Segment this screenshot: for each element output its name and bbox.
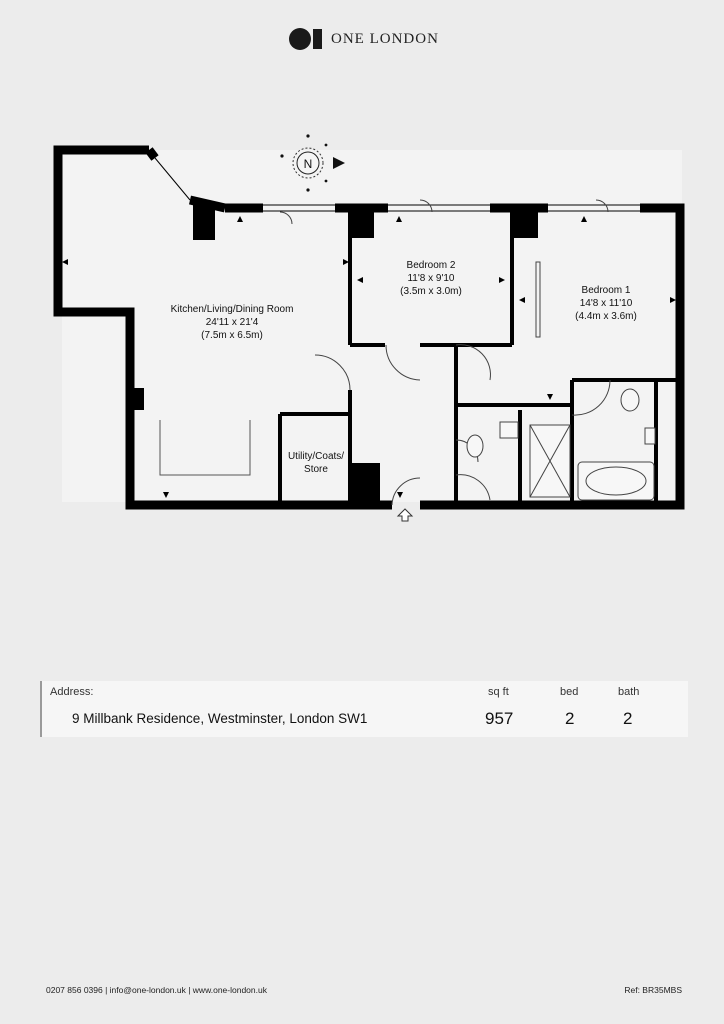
compass-north-label: N — [303, 157, 313, 171]
sqft-label: sq ft — [488, 686, 509, 698]
sqft-value: 957 — [485, 709, 514, 728]
utility-line2: Store — [304, 464, 328, 475]
bedroom2-name: Bedroom 2 — [406, 260, 456, 271]
bed-value: 2 — [565, 709, 575, 728]
bedroom2-imperial: 11'8 x 9'10 — [407, 273, 455, 284]
room-label-bedroom2 — [400, 260, 462, 297]
address-label: Address: — [50, 686, 94, 698]
kitchen-name: Kitchen/Living/Dining Room — [170, 304, 294, 315]
utility-line1: Utility/Coats/ — [287, 451, 345, 462]
bedroom1-metric: (4.4m x 3.6m) — [575, 311, 637, 322]
brand-name: ONE LONDON — [331, 30, 439, 47]
kitchen-metric: (7.5m x 6.5m) — [201, 330, 263, 341]
footer-contact: 0207 856 0396 | info@one-london.uk | www.one-london.uk — [46, 985, 267, 995]
address-value: 9 Millbank Residence, Westminster, London SW1 — [72, 711, 368, 726]
footer-ref: Ref: BR35MBS — [624, 985, 682, 995]
bed-label: bed — [560, 686, 579, 698]
property-details — [40, 681, 688, 737]
kitchen-imperial: 24'11 x 21'4 — [205, 317, 259, 328]
bedroom1-imperial: 14'8 x 11'10 — [579, 298, 633, 309]
entrance-arrow-icon — [398, 509, 412, 521]
bedroom1-name: Bedroom 1 — [581, 285, 631, 296]
bedroom2-metric: (3.5m x 3.0m) — [400, 286, 462, 297]
room-label-bedroom1 — [575, 285, 637, 322]
bath-label: bath — [618, 686, 640, 698]
bath-value: 2 — [623, 709, 633, 728]
room-fills — [62, 150, 682, 502]
